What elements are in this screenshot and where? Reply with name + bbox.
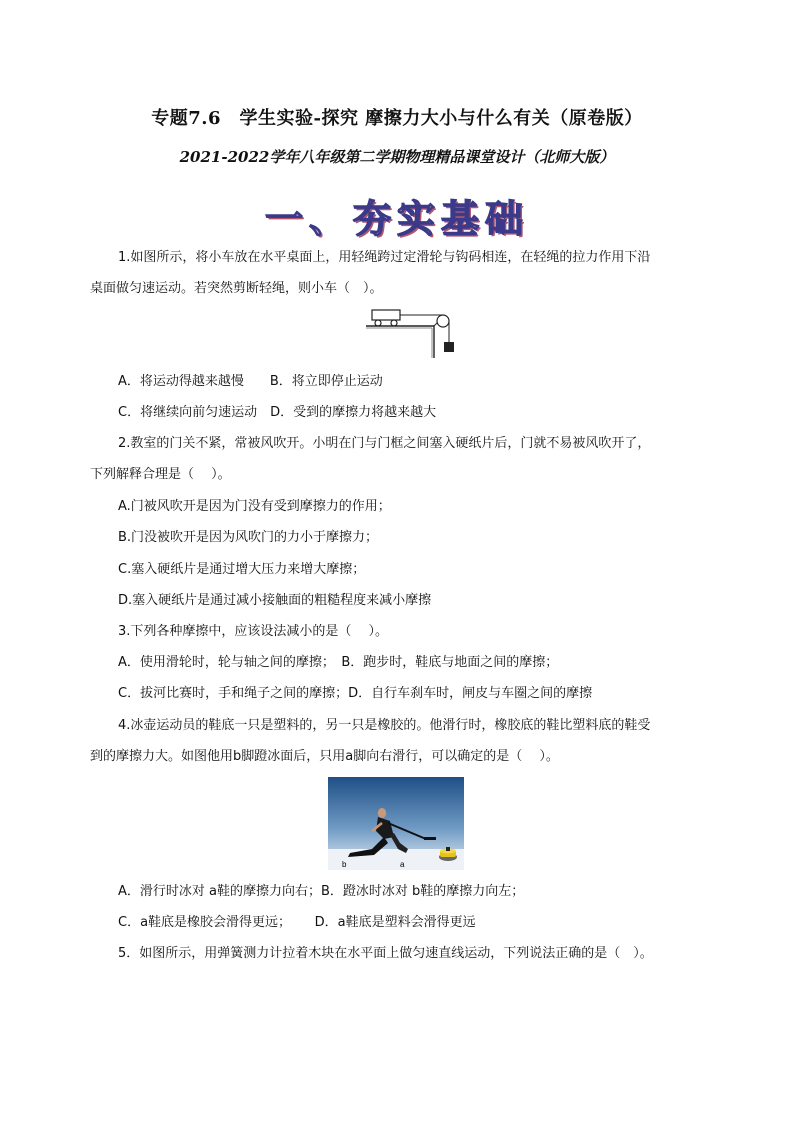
q2-option-b: B.门没被吹开是因为风吹门的力小于摩擦力；	[118, 530, 379, 545]
section-banner: 一、夯实基础	[264, 196, 529, 241]
curling-photo	[328, 777, 464, 870]
document-title: 专题7.6 学生实验-探究 摩擦力大小与什么有关（原卷版）	[151, 108, 643, 129]
figure-label-a: a	[400, 860, 405, 869]
document-subtitle: 2021-2022学年八年级第二学期物理精品课堂设计（北师大版）	[179, 148, 615, 166]
q1-stem-line1: 1.如图所示，将小车放在水平桌面上，用轻绳跨过定滑轮与钩码相连，在轻绳的拉力作用下沿	[118, 250, 651, 265]
q1-stem-line2: 桌面做匀速运动。若突然剪断轻绳，则小车（ ）。	[90, 281, 383, 296]
cart-pulley-figure	[366, 306, 456, 362]
q3-options-line2: C．拔河比赛时，手和绳子之间的摩擦；D．自行车刹车时，闸皮与车圈之间的摩擦	[118, 686, 593, 701]
q1-options-line2: C．将继续向前匀速运动 D．受到的摩擦力将越来越大	[118, 405, 437, 420]
q2-option-c: C.塞入硬纸片是通过增大压力来增大摩擦；	[118, 562, 366, 577]
q4-stem-line2: 到的摩擦力大。如图他用b脚蹬冰面后，只用a脚向右滑行，可以确定的是（ ）。	[90, 749, 559, 764]
q2-stem-line2: 下列解释合理是（ ）。	[90, 467, 231, 482]
q5-stem: 5．如图所示，用弹簧测力计拉着木块在水平面上做匀速直线运动，下列说法正确的是（ ）。	[118, 946, 653, 961]
figure-label-b: b	[342, 860, 347, 869]
q3-stem: 3.下列各种摩擦中，应该设法减小的是（ ）。	[118, 624, 389, 639]
q4-options-line1: A．滑行时冰对 a鞋的摩擦力向右；B．蹬冰时冰对 b鞋的摩擦力向左；	[118, 884, 525, 899]
q1-options-line1: A．将运动得越来越慢 B．将立即停止运动	[118, 374, 383, 389]
q2-stem-line1: 2.教室的门关不紧，常被风吹开。小明在门与门框之间塞入硬纸片后，门就不易被风吹开了，	[118, 436, 651, 451]
q2-option-d: D.塞入硬纸片是通过减小接触面的粗糙程度来减小摩擦	[118, 593, 432, 608]
q4-stem-line1: 4.冰壶运动员的鞋底一只是塑料的，另一只是橡胶的。他滑行时，橡胶底的鞋比塑料底的鞋受	[118, 718, 651, 733]
q4-options-line2: C．a鞋底是橡胶会滑得更远； D．a鞋底是塑料会滑得更远	[118, 915, 476, 930]
q2-option-a: A.门被风吹开是因为门没有受到摩擦力的作用；	[118, 499, 391, 514]
q3-options-line1: A．使用滑轮时，轮与轴之间的摩擦； B．跑步时，鞋底与地面之间的摩擦；	[118, 655, 559, 670]
